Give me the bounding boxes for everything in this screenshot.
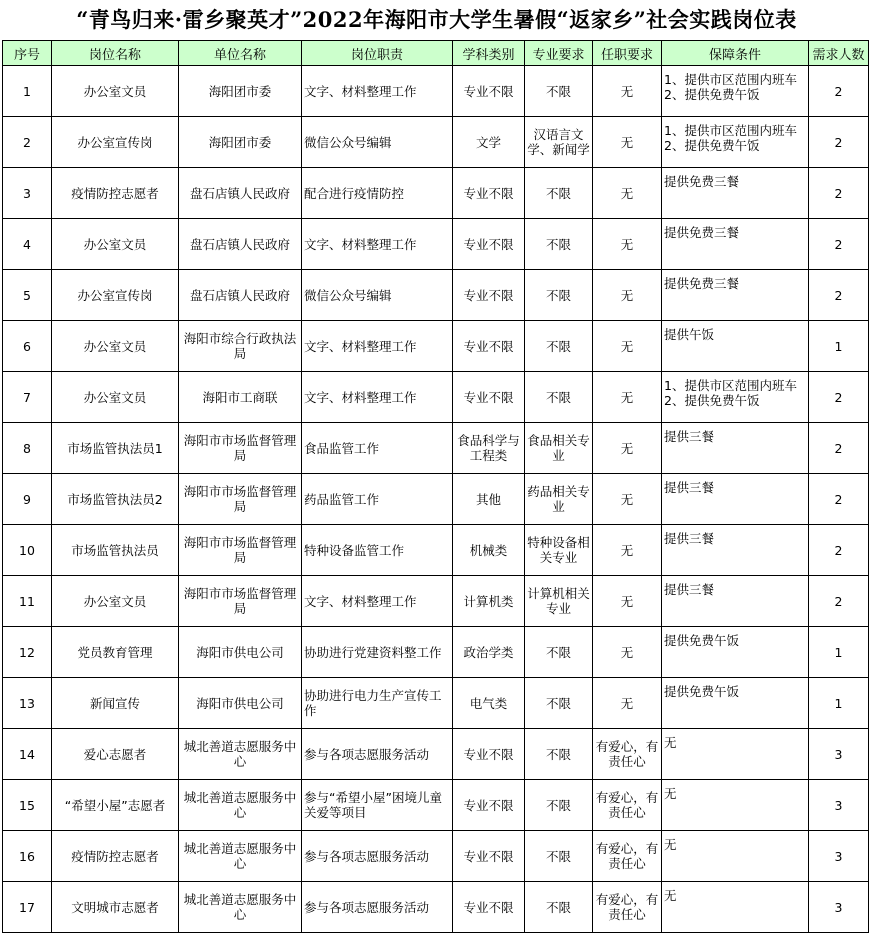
cell-major: 不限: [525, 372, 593, 423]
cell-headcount: 3: [809, 831, 869, 882]
table-row: [3, 270, 869, 321]
job-table: [2, 40, 869, 933]
cell-unit-name: 海阳市供电公司: [179, 678, 302, 729]
cell-requirement: 无: [593, 423, 662, 474]
cell-index: 12: [3, 627, 52, 678]
cell-requirement: 无: [593, 372, 662, 423]
cell-position-name: 党员教育管理: [52, 627, 179, 678]
cell-major: 不限: [525, 168, 593, 219]
table-body: [3, 66, 869, 933]
cell-index: 13: [3, 678, 52, 729]
cell-duties: 文字、材料整理工作: [302, 219, 453, 270]
cell-requirement: 有爱心，有责任心: [593, 831, 662, 882]
cell-index: 10: [3, 525, 52, 576]
cell-unit-name: 盘石店镇人民政府: [179, 270, 302, 321]
cell-headcount: 2: [809, 576, 869, 627]
cell-position-name: 办公室文员: [52, 372, 179, 423]
cell-index: 3: [3, 168, 52, 219]
cell-benefits: 1、提供市区范围内班车 2、提供免费午饭: [662, 372, 809, 423]
cell-index: 17: [3, 882, 52, 933]
cell-duties: 微信公众号编辑: [302, 117, 453, 168]
table-row: [3, 372, 869, 423]
cell-index: 5: [3, 270, 52, 321]
cell-unit-name: 海阳市市场监督管理局: [179, 576, 302, 627]
cell-position-name: 办公室文员: [52, 321, 179, 372]
cell-duties: 文字、材料整理工作: [302, 576, 453, 627]
header-col-requirement: 任职要求: [593, 41, 662, 66]
cell-discipline: 专业不限: [453, 321, 525, 372]
cell-headcount: 3: [809, 729, 869, 780]
cell-requirement: 有爱心，有责任心: [593, 729, 662, 780]
cell-discipline: 专业不限: [453, 270, 525, 321]
cell-requirement: 无: [593, 66, 662, 117]
cell-duties: 配合进行疫情防控: [302, 168, 453, 219]
cell-index: 1: [3, 66, 52, 117]
cell-duties: 食品监管工作: [302, 423, 453, 474]
table-row: [3, 525, 869, 576]
cell-position-name: 疫情防控志愿者: [52, 168, 179, 219]
cell-discipline: 专业不限: [453, 168, 525, 219]
cell-benefits: 提供三餐: [662, 423, 809, 474]
cell-headcount: 1: [809, 321, 869, 372]
cell-benefits: 提供午饭: [662, 321, 809, 372]
cell-duties: 药品监管工作: [302, 474, 453, 525]
header-col-duties: 岗位职责: [302, 41, 453, 66]
cell-index: 6: [3, 321, 52, 372]
table-row: [3, 780, 869, 831]
header-row: [3, 41, 869, 66]
cell-headcount: 2: [809, 168, 869, 219]
cell-position-name: 办公室文员: [52, 66, 179, 117]
cell-unit-name: 城北善道志愿服务中心: [179, 831, 302, 882]
cell-duties: 协助进行电力生产宣传工作: [302, 678, 453, 729]
cell-headcount: 2: [809, 117, 869, 168]
cell-major: 计算机相关专业: [525, 576, 593, 627]
cell-duties: 特种设备监管工作: [302, 525, 453, 576]
cell-unit-name: 盘石店镇人民政府: [179, 219, 302, 270]
cell-requirement: 无: [593, 219, 662, 270]
table-row: [3, 117, 869, 168]
cell-discipline: 专业不限: [453, 66, 525, 117]
header-col-discipline: 学科类别: [453, 41, 525, 66]
cell-benefits: 1、提供市区范围内班车 2、提供免费午饭: [662, 117, 809, 168]
table-row: [3, 423, 869, 474]
cell-position-name: 新闻宣传: [52, 678, 179, 729]
cell-requirement: 无: [593, 270, 662, 321]
cell-duties: 文字、材料整理工作: [302, 321, 453, 372]
cell-discipline: 专业不限: [453, 780, 525, 831]
cell-index: 9: [3, 474, 52, 525]
cell-unit-name: 海阳市工商联: [179, 372, 302, 423]
cell-major: 不限: [525, 729, 593, 780]
cell-major: 不限: [525, 882, 593, 933]
cell-requirement: 无: [593, 678, 662, 729]
cell-major: 不限: [525, 219, 593, 270]
cell-position-name: 文明城市志愿者: [52, 882, 179, 933]
cell-major: 特种设备相关专业: [525, 525, 593, 576]
cell-benefits: 无: [662, 882, 809, 933]
cell-benefits: 提供免费三餐: [662, 219, 809, 270]
cell-major: 食品相关专业: [525, 423, 593, 474]
cell-major: 不限: [525, 831, 593, 882]
cell-position-name: 市场监管执法员1: [52, 423, 179, 474]
cell-discipline: 专业不限: [453, 729, 525, 780]
table-row: [3, 321, 869, 372]
cell-discipline: 食品科学与工程类: [453, 423, 525, 474]
cell-discipline: 其他: [453, 474, 525, 525]
cell-position-name: 爱心志愿者: [52, 729, 179, 780]
cell-position-name: 办公室文员: [52, 576, 179, 627]
cell-index: 15: [3, 780, 52, 831]
cell-duties: 文字、材料整理工作: [302, 66, 453, 117]
cell-position-name: “希望小屋”志愿者: [52, 780, 179, 831]
header-col-index: 序号: [3, 41, 52, 66]
cell-index: 11: [3, 576, 52, 627]
cell-benefits: 提供免费午饭: [662, 678, 809, 729]
cell-headcount: 3: [809, 882, 869, 933]
table-row: [3, 219, 869, 270]
cell-discipline: 机械类: [453, 525, 525, 576]
cell-unit-name: 海阳市市场监督管理局: [179, 474, 302, 525]
cell-unit-name: 海阳团市委: [179, 117, 302, 168]
cell-duties: 参与各项志愿服务活动: [302, 882, 453, 933]
cell-requirement: 无: [593, 627, 662, 678]
cell-benefits: 提供三餐: [662, 474, 809, 525]
table-row: [3, 831, 869, 882]
cell-major: 不限: [525, 66, 593, 117]
cell-unit-name: 城北善道志愿服务中心: [179, 882, 302, 933]
page-title: “青鸟归来·雷乡聚英才”2022年海阳市大学生暑假“返家乡”社会实践岗位表: [76, 7, 797, 32]
table-row: [3, 66, 869, 117]
cell-unit-name: 盘石店镇人民政府: [179, 168, 302, 219]
cell-unit-name: 城北善道志愿服务中心: [179, 729, 302, 780]
header-col-major: 专业要求: [525, 41, 593, 66]
header-col-headcount: 需求人数: [809, 41, 869, 66]
cell-major: 不限: [525, 678, 593, 729]
cell-unit-name: 城北善道志愿服务中心: [179, 780, 302, 831]
cell-unit-name: 海阳市市场监督管理局: [179, 525, 302, 576]
cell-discipline: 计算机类: [453, 576, 525, 627]
cell-headcount: 2: [809, 270, 869, 321]
header-col-unit-name: 单位名称: [179, 41, 302, 66]
cell-discipline: 专业不限: [453, 372, 525, 423]
cell-headcount: 2: [809, 525, 869, 576]
cell-index: 2: [3, 117, 52, 168]
cell-requirement: 有爱心，有责任心: [593, 780, 662, 831]
cell-unit-name: 海阳市供电公司: [179, 627, 302, 678]
header-col-benefits: 保障条件: [662, 41, 809, 66]
cell-discipline: 专业不限: [453, 831, 525, 882]
cell-discipline: 电气类: [453, 678, 525, 729]
cell-duties: 微信公众号编辑: [302, 270, 453, 321]
cell-position-name: 疫情防控志愿者: [52, 831, 179, 882]
cell-headcount: 2: [809, 372, 869, 423]
cell-requirement: 无: [593, 168, 662, 219]
cell-discipline: 政治学类: [453, 627, 525, 678]
cell-requirement: 无: [593, 525, 662, 576]
cell-position-name: 市场监管执法员2: [52, 474, 179, 525]
cell-discipline: 文学: [453, 117, 525, 168]
cell-index: 4: [3, 219, 52, 270]
cell-requirement: 有爱心，有责任心: [593, 882, 662, 933]
cell-headcount: 2: [809, 474, 869, 525]
cell-headcount: 1: [809, 678, 869, 729]
cell-position-name: 办公室文员: [52, 219, 179, 270]
cell-index: 16: [3, 831, 52, 882]
cell-benefits: 提供免费三餐: [662, 270, 809, 321]
cell-requirement: 无: [593, 321, 662, 372]
cell-headcount: 1: [809, 627, 869, 678]
cell-benefits: 无: [662, 780, 809, 831]
cell-major: 不限: [525, 627, 593, 678]
cell-discipline: 专业不限: [453, 882, 525, 933]
cell-index: 7: [3, 372, 52, 423]
cell-headcount: 2: [809, 66, 869, 117]
cell-headcount: 2: [809, 219, 869, 270]
cell-position-name: 办公室宣传岗: [52, 117, 179, 168]
cell-benefits: 提供免费午饭: [662, 627, 809, 678]
cell-unit-name: 海阳市综合行政执法局: [179, 321, 302, 372]
cell-major: 不限: [525, 780, 593, 831]
cell-benefits: 提供三餐: [662, 576, 809, 627]
table-row: [3, 474, 869, 525]
cell-major: 药品相关专业: [525, 474, 593, 525]
table-row: [3, 168, 869, 219]
cell-discipline: 专业不限: [453, 219, 525, 270]
cell-headcount: 2: [809, 423, 869, 474]
cell-major: 不限: [525, 321, 593, 372]
cell-duties: 文字、材料整理工作: [302, 372, 453, 423]
cell-benefits: 无: [662, 729, 809, 780]
cell-duties: 参与“希望小屋”困境儿童关爱等项目: [302, 780, 453, 831]
cell-major: 不限: [525, 270, 593, 321]
cell-unit-name: 海阳市市场监督管理局: [179, 423, 302, 474]
table-row: [3, 882, 869, 933]
cell-duties: 参与各项志愿服务活动: [302, 729, 453, 780]
cell-position-name: 市场监管执法员: [52, 525, 179, 576]
header-col-position-name: 岗位名称: [52, 41, 179, 66]
cell-requirement: 无: [593, 474, 662, 525]
cell-index: 8: [3, 423, 52, 474]
cell-index: 14: [3, 729, 52, 780]
table-row: [3, 627, 869, 678]
table-row: [3, 678, 869, 729]
table-row: [3, 576, 869, 627]
table-row: [3, 729, 869, 780]
cell-benefits: 提供三餐: [662, 525, 809, 576]
cell-benefits: 无: [662, 831, 809, 882]
cell-position-name: 办公室宣传岗: [52, 270, 179, 321]
cell-benefits: 提供免费三餐: [662, 168, 809, 219]
cell-major: 汉语言文学、新闻学: [525, 117, 593, 168]
cell-unit-name: 海阳团市委: [179, 66, 302, 117]
cell-duties: 协助进行党建资料整工作: [302, 627, 453, 678]
cell-requirement: 无: [593, 117, 662, 168]
cell-benefits: 1、提供市区范围内班车 2、提供免费午饭: [662, 66, 809, 117]
cell-duties: 参与各项志愿服务活动: [302, 831, 453, 882]
cell-requirement: 无: [593, 576, 662, 627]
cell-headcount: 3: [809, 780, 869, 831]
